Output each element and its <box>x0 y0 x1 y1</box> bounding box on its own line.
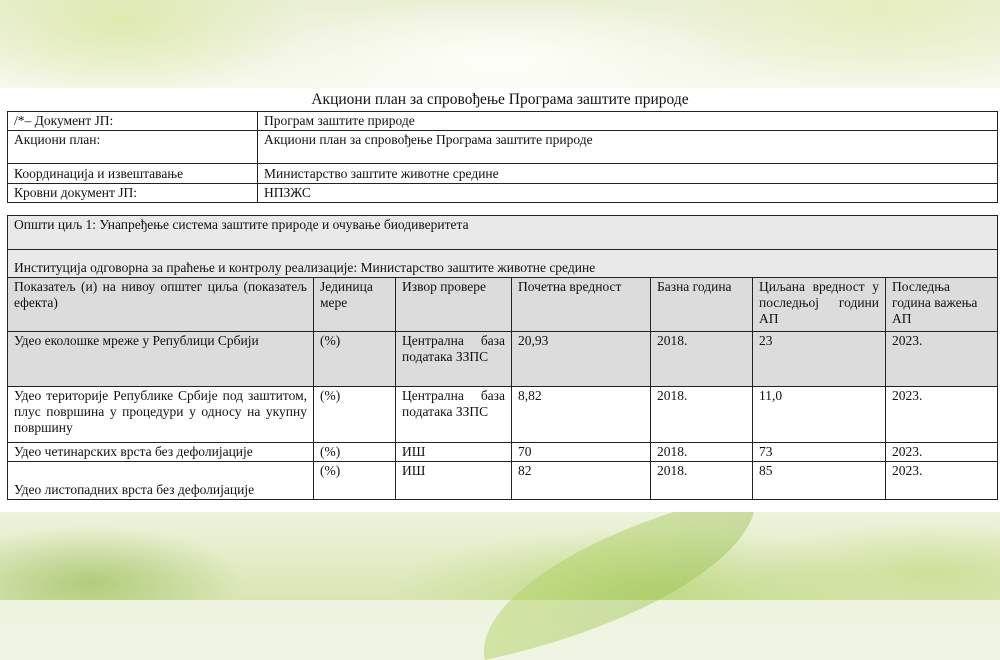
last-year-cell: 2023. <box>886 332 998 387</box>
table-row <box>8 443 998 462</box>
column-header: Извор провере <box>396 278 512 332</box>
indicator-cell: Удео четинарских врста без дефолијације <box>8 443 314 462</box>
info-label: Кровни документ ЈП: <box>8 184 258 203</box>
info-row <box>8 131 998 164</box>
background-top <box>0 0 1000 88</box>
target-value-cell: 85 <box>753 462 886 500</box>
unit-cell: (%) <box>314 332 396 387</box>
info-label: /*– Документ ЈП: <box>8 112 258 131</box>
info-value: Министарство заштите животне средине <box>258 164 998 184</box>
indicators-table <box>7 215 998 500</box>
info-label: Координација и извештавање <box>8 164 258 184</box>
source-cell: Централна база података ЗЗПС <box>396 332 512 387</box>
institution-row <box>8 250 998 278</box>
column-header: Јединица мере <box>314 278 396 332</box>
last-year-cell: 2023. <box>886 387 998 443</box>
target-value-cell: 11,0 <box>753 387 886 443</box>
info-row <box>8 164 998 184</box>
source-cell: Централна база података ЗЗПС <box>396 387 512 443</box>
target-value-cell: 73 <box>753 443 886 462</box>
column-header: Показатељ (и) на нивоу општег циља (показатељ ефекта) <box>8 278 314 332</box>
document-page <box>0 88 1000 512</box>
last-year-cell: 2023. <box>886 443 998 462</box>
info-table <box>7 111 998 203</box>
unit-cell: (%) <box>314 462 396 500</box>
indicator-cell: Удео територије Републике Србије под заштитом, плус површина у процедури у односу на укупну површину <box>8 387 314 443</box>
last-year-cell: 2023. <box>886 462 998 500</box>
base-year-cell: 2018. <box>651 387 753 443</box>
base-year-cell: 2018. <box>651 332 753 387</box>
column-header: Базна година <box>651 278 753 332</box>
info-value: НПЗЖС <box>258 184 998 203</box>
info-value: Акциони план за спровођење Програма заштите природе <box>258 131 998 164</box>
initial-value-cell: 82 <box>512 462 651 500</box>
base-year-cell: 2018. <box>651 443 753 462</box>
unit-cell: (%) <box>314 387 396 443</box>
document-title: Акциони план за спровођење Програма заштите природе <box>311 91 689 108</box>
background-bottom <box>0 512 1000 600</box>
column-header: Почетна вредност <box>512 278 651 332</box>
info-label: Акциони план: <box>8 131 258 164</box>
general-goal: Општи циљ 1: Унапређење система заштите природе и очување биодиверитета <box>8 216 998 250</box>
table-row <box>8 462 998 500</box>
base-year-cell: 2018. <box>651 462 753 500</box>
table-row <box>8 387 998 443</box>
target-value-cell: 23 <box>753 332 886 387</box>
table-row <box>8 332 998 387</box>
source-cell: ИШ <box>396 462 512 500</box>
info-row <box>8 112 998 131</box>
general-goal-row <box>8 216 998 250</box>
initial-value-cell: 20,93 <box>512 332 651 387</box>
header-row <box>8 278 998 332</box>
indicator-cell: Удео листопадних врста без дефолијације <box>8 462 314 500</box>
column-header: Циљана вредност у последњој години АП <box>753 278 886 332</box>
unit-cell: (%) <box>314 443 396 462</box>
indicator-cell: Удео еколошке мреже у Републици Србији <box>8 332 314 387</box>
initial-value-cell: 70 <box>512 443 651 462</box>
info-value: Програм заштите природе <box>258 112 998 131</box>
info-row <box>8 184 998 203</box>
source-cell: ИШ <box>396 443 512 462</box>
responsible-institution: Институција одговорна за праћење и контролу реализације: Министарство заштите животне средине <box>8 250 998 278</box>
column-header: Последња година важења АП <box>886 278 998 332</box>
initial-value-cell: 8,82 <box>512 387 651 443</box>
